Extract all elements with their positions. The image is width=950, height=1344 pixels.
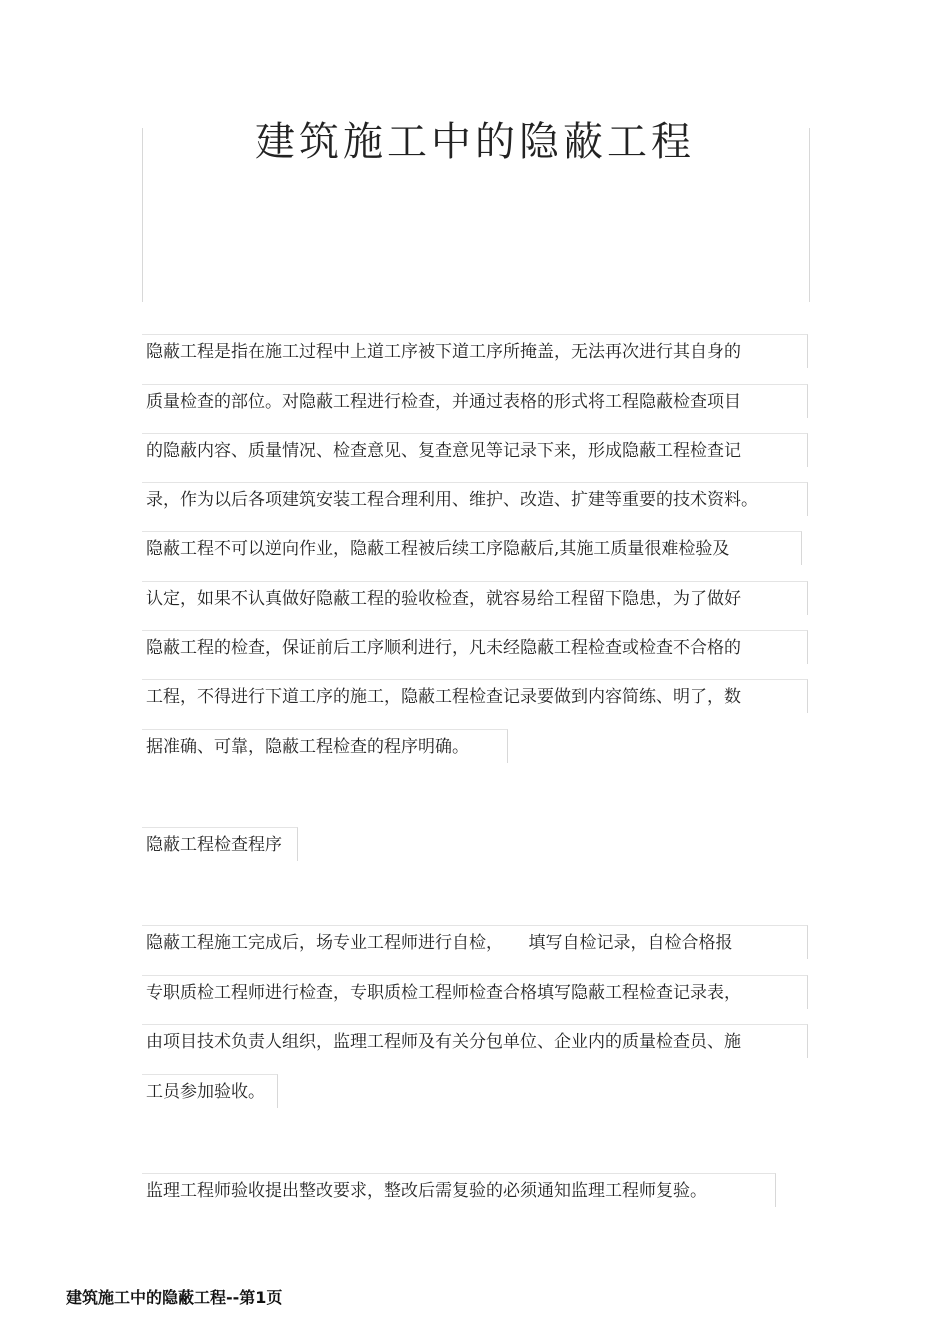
paragraph1-line-1: 隐蔽工程是指在施工过程中上道工序被下道工序所掩盖，无法再次进行其自身的 bbox=[142, 334, 808, 368]
paragraph1-line-2: 质量检查的部位。对隐蔽工程进行检查，并通过表格的形式将工程隐蔽检查项目 bbox=[142, 384, 808, 418]
page-footer: 建筑施工中的隐蔽工程--第1页 bbox=[66, 1288, 283, 1307]
paragraph1-line-4: 录，作为以后各项建筑安装工程合理利用、维护、改造、扩建等重要的技术资料。 bbox=[142, 482, 808, 516]
paragraph2-line-2: 专职质检工程师进行检查，专职质检工程师检查合格填写隐蔽工程检查记录表， bbox=[142, 975, 808, 1009]
paragraph2-line-3: 由项目技术负责人组织，监理工程师及有关分包单位、企业内的质量检查员、施 bbox=[142, 1024, 808, 1058]
paragraph1-line-5: 隐蔽工程不可以逆向作业，隐蔽工程被后续工序隐蔽后,其施工质量很难检验及 bbox=[142, 531, 802, 565]
paragraph3-line-1: 监理工程师验收提出整改要求，整改后需复验的必须通知监理工程师复验。 bbox=[142, 1173, 776, 1207]
paragraph1-line-8: 工程，不得进行下道工序的施工，隐蔽工程检查记录要做到内容简练、明了，数 bbox=[142, 679, 808, 713]
paragraph1-line-9: 据准确、可靠，隐蔽工程检查的程序明确。 bbox=[142, 729, 508, 763]
section-heading: 隐蔽工程检查程序 bbox=[142, 827, 298, 861]
paragraph1-line-6: 认定，如果不认真做好隐蔽工程的验收检查，就容易给工程留下隐患，为了做好 bbox=[142, 581, 808, 615]
paragraph1-line-3: 的隐蔽内容、质量情况、检查意见、复查意见等记录下来，形成隐蔽工程检查记 bbox=[142, 433, 808, 467]
paragraph2-line-1: 隐蔽工程施工完成后，场专业工程师进行自检， 填写自检记录，自检合格报 bbox=[142, 925, 808, 959]
paragraph1-line-7: 隐蔽工程的检查，保证前后工序顺利进行，凡未经隐蔽工程检查或检查不合格的 bbox=[142, 630, 808, 664]
paragraph2-line-4: 工员参加验收。 bbox=[142, 1074, 278, 1108]
document-title: 建筑施工中的隐蔽工程 bbox=[255, 119, 695, 165]
